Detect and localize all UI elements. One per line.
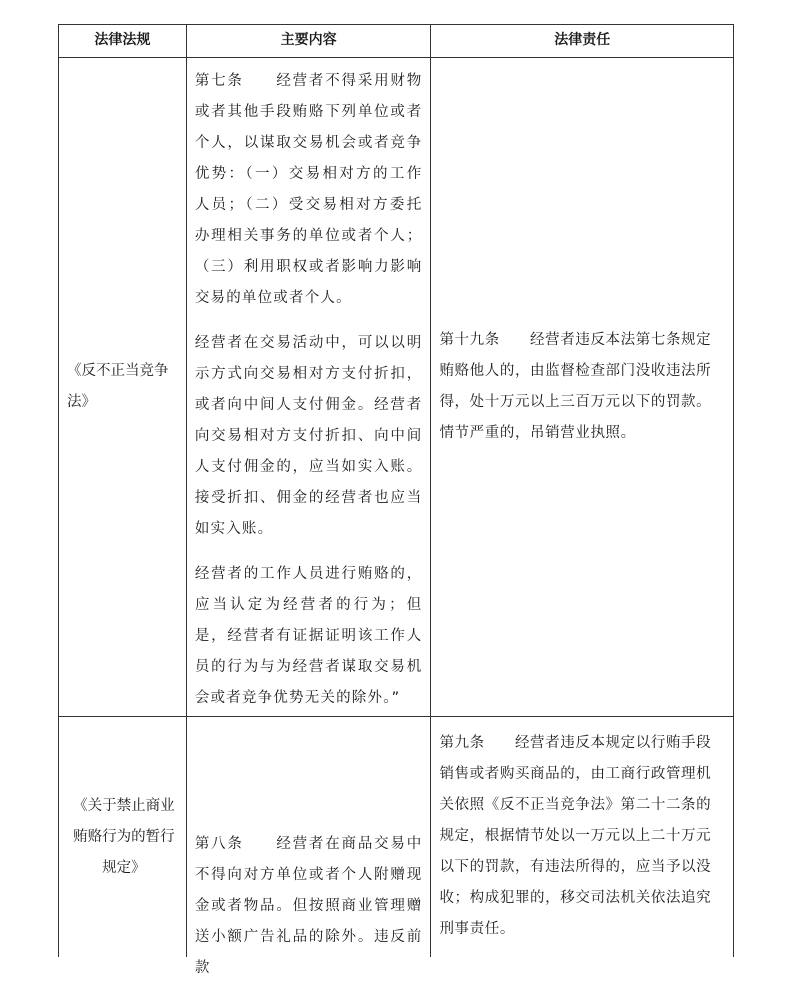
content-paragraph: 经营者的工作人员进行贿赂的，应当认定为经营者的行为；但是，经营者有证据证明该工作人员的行为与为经营者谋取交易机会或者竞争优势无关的除外。” — [194, 566, 423, 706]
law-name-cell — [59, 717, 187, 957]
header-liability: 法律责任 — [431, 25, 734, 57]
liability-cell — [431, 58, 734, 716]
liability-text: 第十九条 经营者违反本法第七条规定贿赂他人的，由监督检查部门没收违法所得，处十万元以上三百万元以下的罚款。情节严重的，吊销营业执照。 — [439, 332, 712, 441]
law-name: 《关于禁止商业贿赂行为的暂行规定》 — [73, 797, 175, 876]
content-cell — [187, 717, 432, 976]
table-row — [59, 717, 734, 976]
law-name: 《反不正当竞争法》 — [67, 363, 169, 410]
liability-text: 第九条 经营者违反本规定以行贿手段销售或者购买商品的，由工商行政管理机关依照《反不正当竞争法》第二十二条的规定，根据情节处以一万元以上二十万元以下的罚款，有违法所得的，应当予以没收；构成犯罪的，移交司法机关依法追究刑事责任。 — [439, 735, 712, 937]
content-paragraph: 经营者在交易活动中，可以以明示方式向交易相对方支付折扣，或者向中间人支付佣金。经营者向交易相对方支付折扣、向中间人支付佣金的，应当如实入账。接受折扣、佣金的经营者也应当如实入账。 — [194, 335, 423, 537]
content-cell — [187, 58, 432, 716]
liability-cell — [431, 717, 734, 957]
table-header-row — [59, 25, 734, 58]
content-paragraph: 第八条 经营者在商品交易中不得向对方单位或者个人附赠现金或者物品。但按照商业管理赠送小额广告礼品的除外。违反前款 — [194, 836, 423, 976]
header-content: 主要内容 — [187, 25, 432, 57]
table-row — [59, 58, 734, 717]
law-table — [58, 24, 734, 976]
law-name-cell — [59, 58, 187, 716]
header-law: 法律法规 — [59, 25, 187, 57]
content-paragraph: 第七条 经营者不得采用财物或者其他手段贿赂下列单位或者个人，以谋取交易机会或者竞争优势：（一）交易相对方的工作人员；（二）受交易相对方委托办理相关事务的单位或者个人；（三）利用职权或者影响力影响交易的单位或者个人。 — [194, 73, 423, 306]
